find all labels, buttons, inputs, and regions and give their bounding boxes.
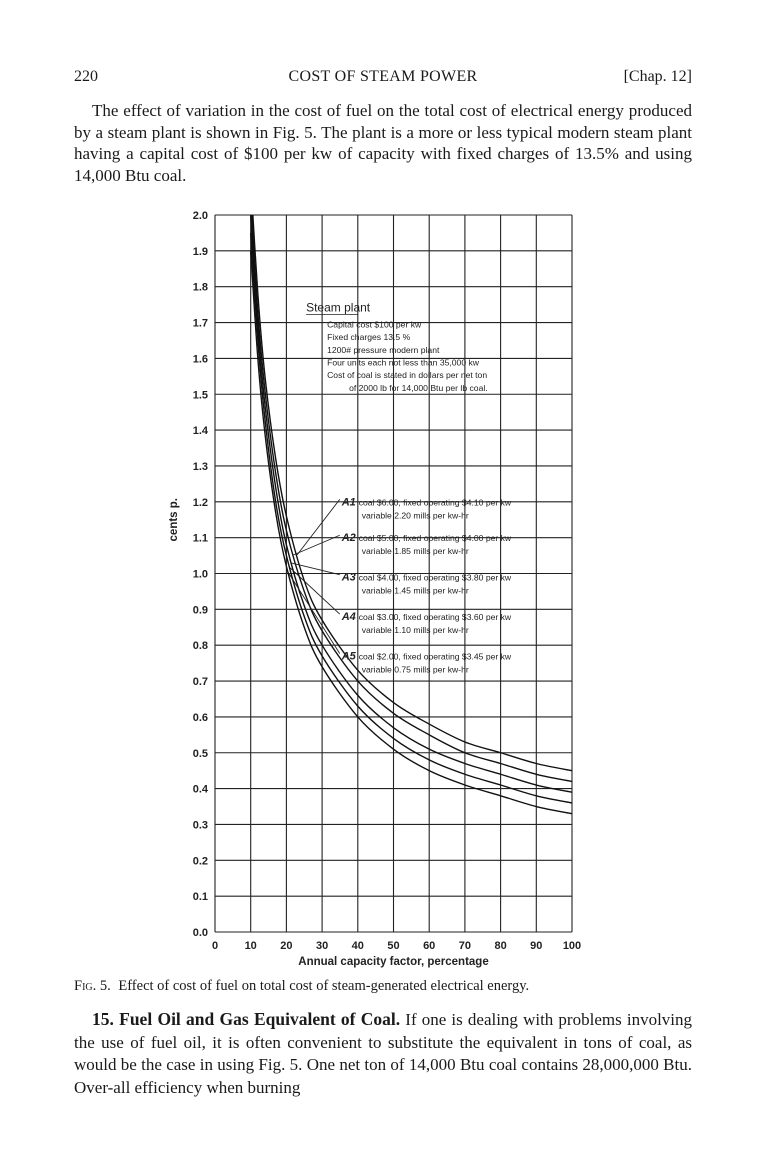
x-tick-label: 20 [280, 940, 293, 952]
series-label-line1: coal $4.00, fixed operating $3.80 per kw [358, 572, 512, 583]
leader-line-a1 [297, 499, 340, 554]
series-label-line2: variable 1.10 mills per kw-hr [361, 625, 469, 636]
y-tick-label: 1.3 [192, 460, 208, 473]
series-name-a3: A3 [341, 571, 356, 584]
series-name-a4: A4 [341, 611, 356, 624]
y-tick-label: 0.2 [192, 855, 208, 868]
running-header [74, 68, 692, 90]
legend-line: Four units each not less than 35,000 kw [327, 357, 480, 368]
y-tick-label: 2.0 [192, 210, 208, 222]
legend-line: 1200# pressure modern plant [327, 344, 440, 355]
y-tick-label: 0.7 [192, 676, 208, 689]
figure-caption [74, 978, 692, 995]
y-tick-label: 0.4 [192, 783, 208, 796]
legend-line: Fixed charges 13.5 % [327, 332, 411, 343]
x-tick-label: 40 [351, 940, 364, 952]
series-label-line2: variable 1.85 mills per kw-hr [361, 546, 469, 557]
y-tick-label: 0.8 [192, 640, 208, 653]
figure-label: Fig. 5. [74, 978, 111, 994]
y-tick-label: 1.6 [192, 353, 208, 366]
series-label-line1: coal $2.00, fixed operating $3.45 per kw [358, 651, 512, 662]
section-15 [74, 1008, 692, 1099]
y-tick-label: 0.3 [192, 819, 208, 832]
y-tick-label: 0.6 [192, 711, 208, 724]
series-name-a2: A2 [341, 532, 356, 545]
y-tick-label: 1.9 [192, 245, 208, 258]
running-title: COST OF STEAM POWER [288, 68, 478, 85]
y-tick-label: 1.2 [192, 496, 208, 509]
y-axis-label: cents p. [168, 497, 180, 542]
legend-line: Capital cost $100 per kw [327, 319, 422, 330]
x-tick-label: 70 [458, 940, 472, 952]
y-tick-label: 0.0 [192, 927, 208, 939]
cost-chart [160, 205, 600, 975]
x-tick-label: 0 [211, 940, 219, 952]
series-label-line1: coal $6.00, fixed operating $4.10 per kw [358, 497, 512, 508]
x-tick-label: 80 [494, 940, 507, 952]
section-heading: 15. Fuel Oil and Gas Equivalent of Coal. [92, 1009, 401, 1029]
y-tick-label: 1.0 [192, 568, 208, 581]
legend-title: Steam plant [306, 300, 371, 315]
y-tick-label: 1.8 [192, 281, 208, 294]
leader-line-a3 [292, 563, 340, 575]
x-tick-label: 10 [244, 940, 257, 952]
y-tick-label: 0.1 [192, 891, 208, 904]
series-label-line2: variable 2.20 mills per kw-hr [361, 510, 469, 521]
series-label-line1: coal $3.00, fixed operating $3.60 per kw [358, 612, 512, 623]
y-tick-label: 1.7 [192, 317, 208, 330]
y-tick-label: 0.5 [192, 747, 208, 760]
section-body: If one is dealing with problems involving the use of fuel oil, it is often convenient to substitute the equivalent in tons of coal, as would be the case in using Fig. 5. One net ton of 14,000 Btu coal contains 28,000,000 Btu. Over-all efficiency when burning [74, 1010, 693, 1097]
x-axis-label: Annual capacity factor, percentage [298, 956, 489, 968]
legend-line: of 2000 lb for 14,000 Btu per lb coal. [349, 382, 488, 393]
y-tick-label: 1.1 [192, 532, 208, 545]
chapter-label: [Chap. 12] [623, 68, 692, 85]
series-label-line2: variable 1.45 mills per kw-hr [361, 585, 469, 596]
series-curve-a1 [251, 205, 572, 771]
y-tick-label: 1.5 [192, 389, 208, 402]
series-label-line1: coal $5.00, fixed operating $4.00 per kw [358, 533, 512, 544]
figure-caption-text: Effect of cost of fuel on total cost of steam-generated electrical energy. [118, 978, 530, 994]
x-tick-label: 90 [530, 940, 543, 952]
chart-curves [251, 205, 572, 814]
steam-plant-legend [306, 300, 488, 393]
page-number: 220 [74, 68, 98, 85]
x-tick-label: 60 [423, 940, 436, 952]
series-name-a5: A5 [341, 650, 356, 663]
legend-line: Cost of coal is stated in dollars per net ton [327, 370, 488, 381]
intro-paragraph: The effect of variation in the cost of fuel on the total cost of electrical energy produced by a steam plant is shown in Fig. 5. The plant is a more or less typical modern steam plant having a capital cost of $100 per kw of capacity with fixed charges of 13.5% and using 14,000 Btu coal. [74, 101, 692, 185]
series-curve-a2 [251, 205, 572, 781]
series-name-a1: A1 [341, 496, 356, 509]
series-label-line2: variable 0.75 mills per kw-hr [361, 664, 469, 675]
y-tick-label: 1.4 [192, 425, 208, 438]
x-tick-label: 30 [315, 940, 329, 952]
x-tick-label: 50 [387, 940, 400, 952]
x-tick-label: 100 [562, 940, 582, 952]
y-tick-label: 0.9 [192, 604, 208, 617]
